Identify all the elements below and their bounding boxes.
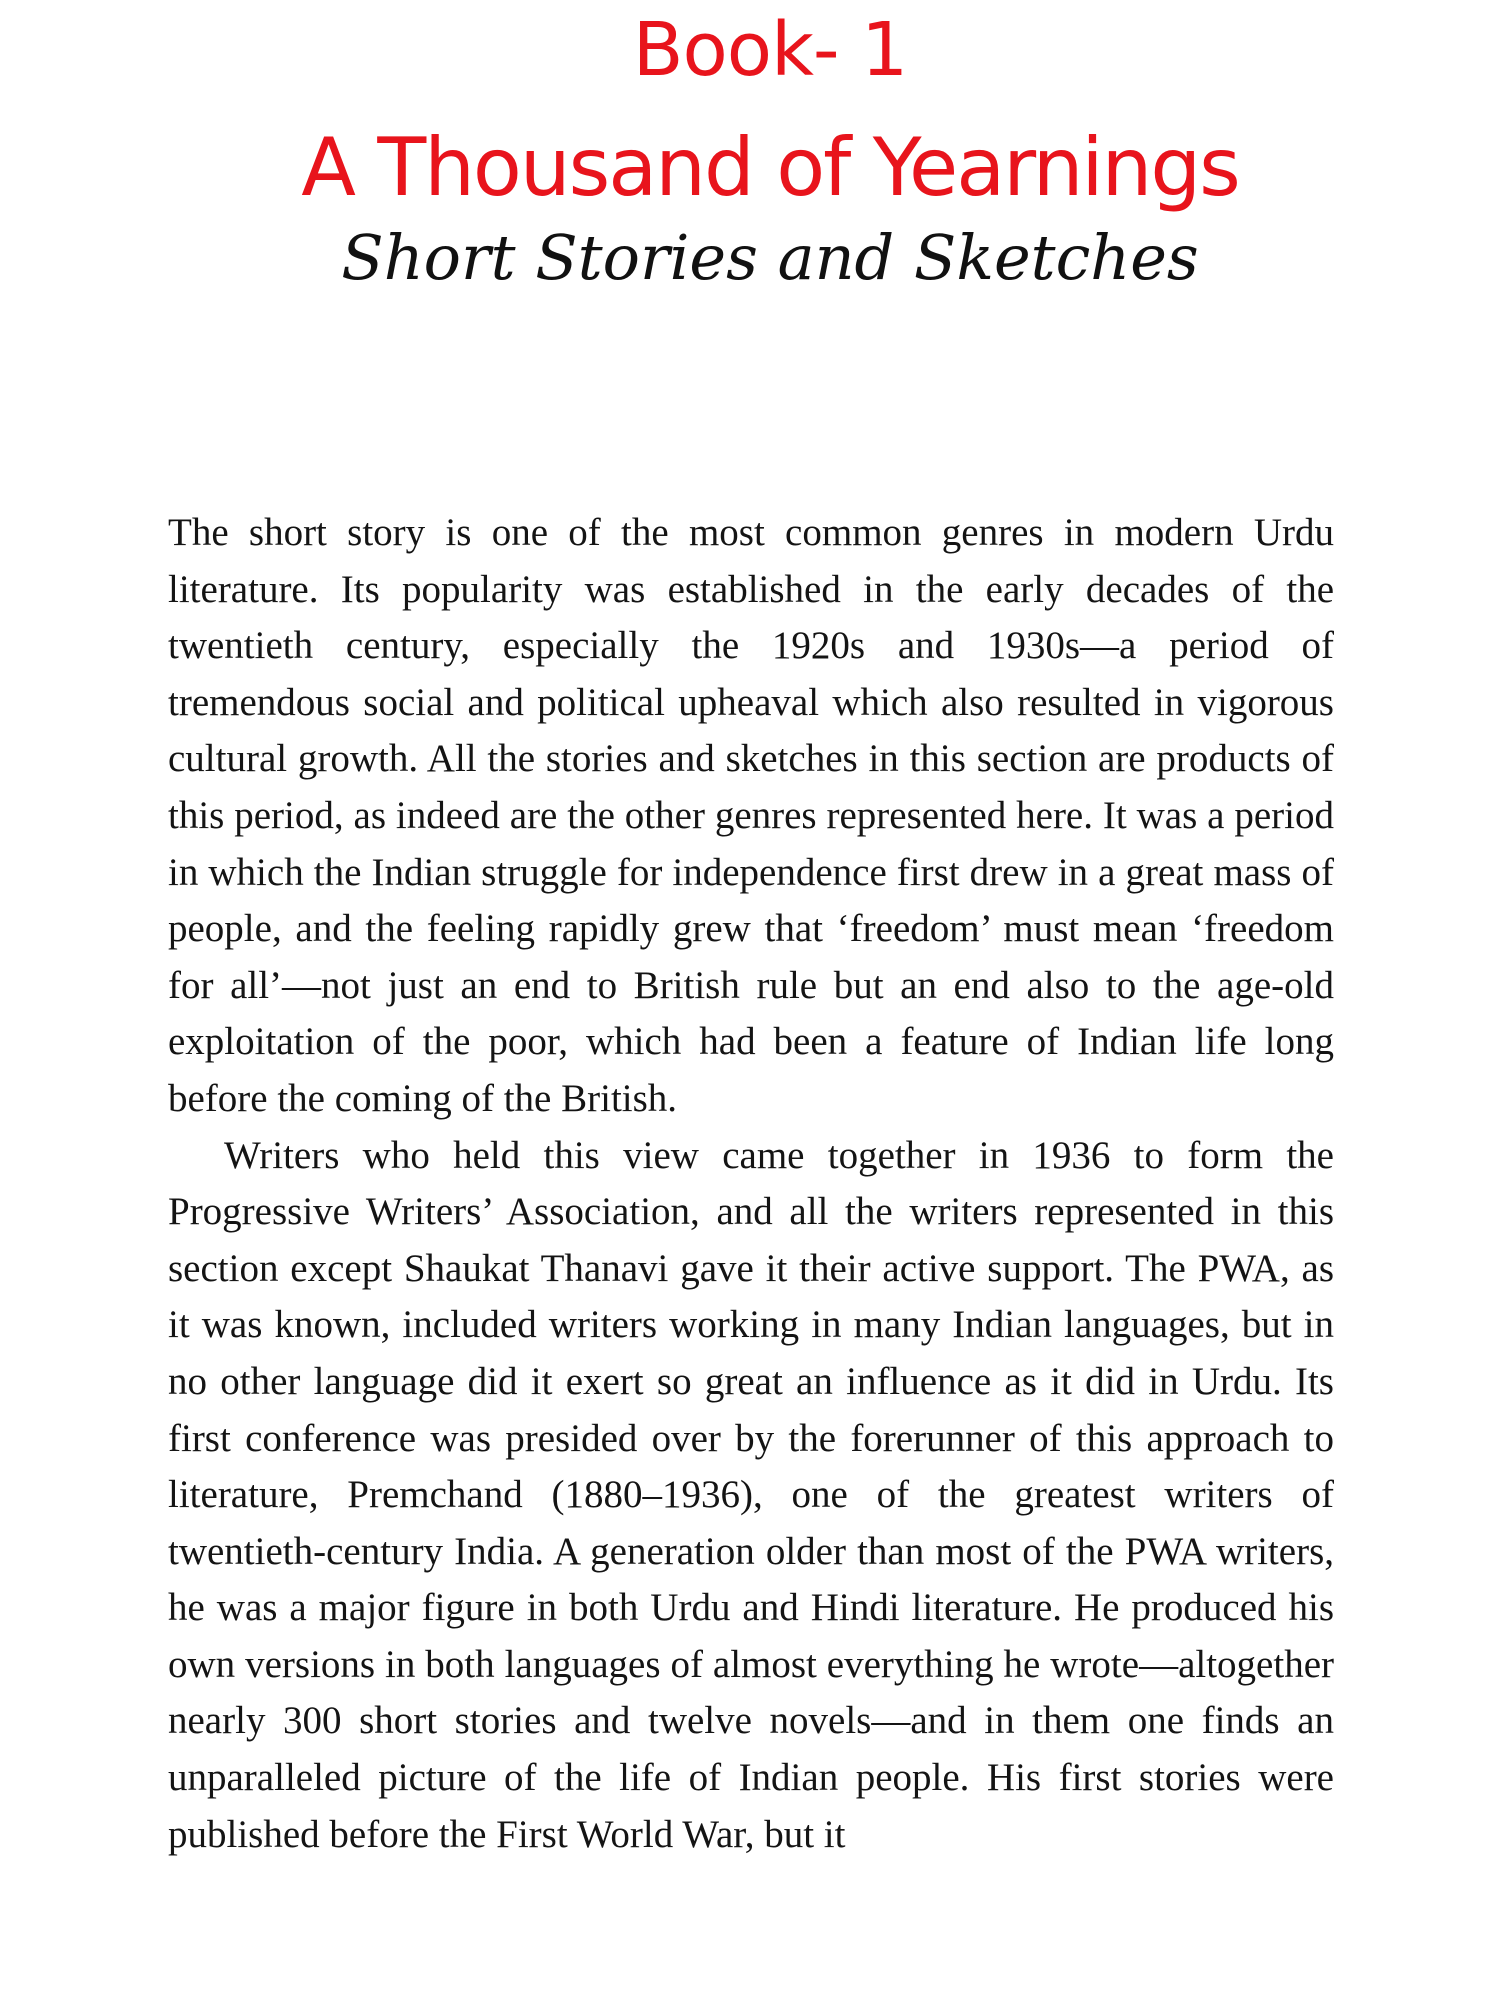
book-subtitle: Short Stories and Sketches — [341, 221, 1199, 294]
book-title: A Thousand of Yearnings — [301, 121, 1239, 214]
introduction-text — [168, 505, 1334, 1863]
paragraph-2: Writers who held this view came together in 1936 to form the Progressive Writers’ Association, and all the writers represented in this section except Shaukat Thanavi gave it their active support. The PWA, as it was known, included writers working in many Indian languages, but in no other language did it exert so great an influence as it did in Urdu. Its first conference was presided over by the forerunner of this approach to literature, Premchand (1880–1936), one of the greatest writers of twentieth-century India. A generation older than most of the PWA writers, he was a major figure in both Urdu and Hindi literature. He produced his own versions in both languages of almost everything he wrote—altogether nearly 300 short stories and twelve novels—and in them one finds an unparalleled picture of the life of Indian people. His first stories were published before the First World War, but it — [168, 1133, 1334, 1856]
paragraph-1: The short story is one of the most common genres in modern Urdu literature. Its popularity was established in the early decades of the twentieth century, especially the 1920s and 1930s—a period of tremendous social and political upheaval which also resulted in vigorous cultural growth. All the stories and sketches in this section are products of this period, as indeed are the other genres represented here. It was a period in which the Indian struggle for independence first drew in a great mass of people, and the feeling rapidly grew that ‘freedom’ must mean ‘freedom for all’—not just an end to British rule but an end also to the age-old exploitation of the poor, which had been a feature of Indian life long before the coming of the British. — [168, 511, 1334, 1120]
book-number-label: Book- 1 — [632, 7, 908, 93]
